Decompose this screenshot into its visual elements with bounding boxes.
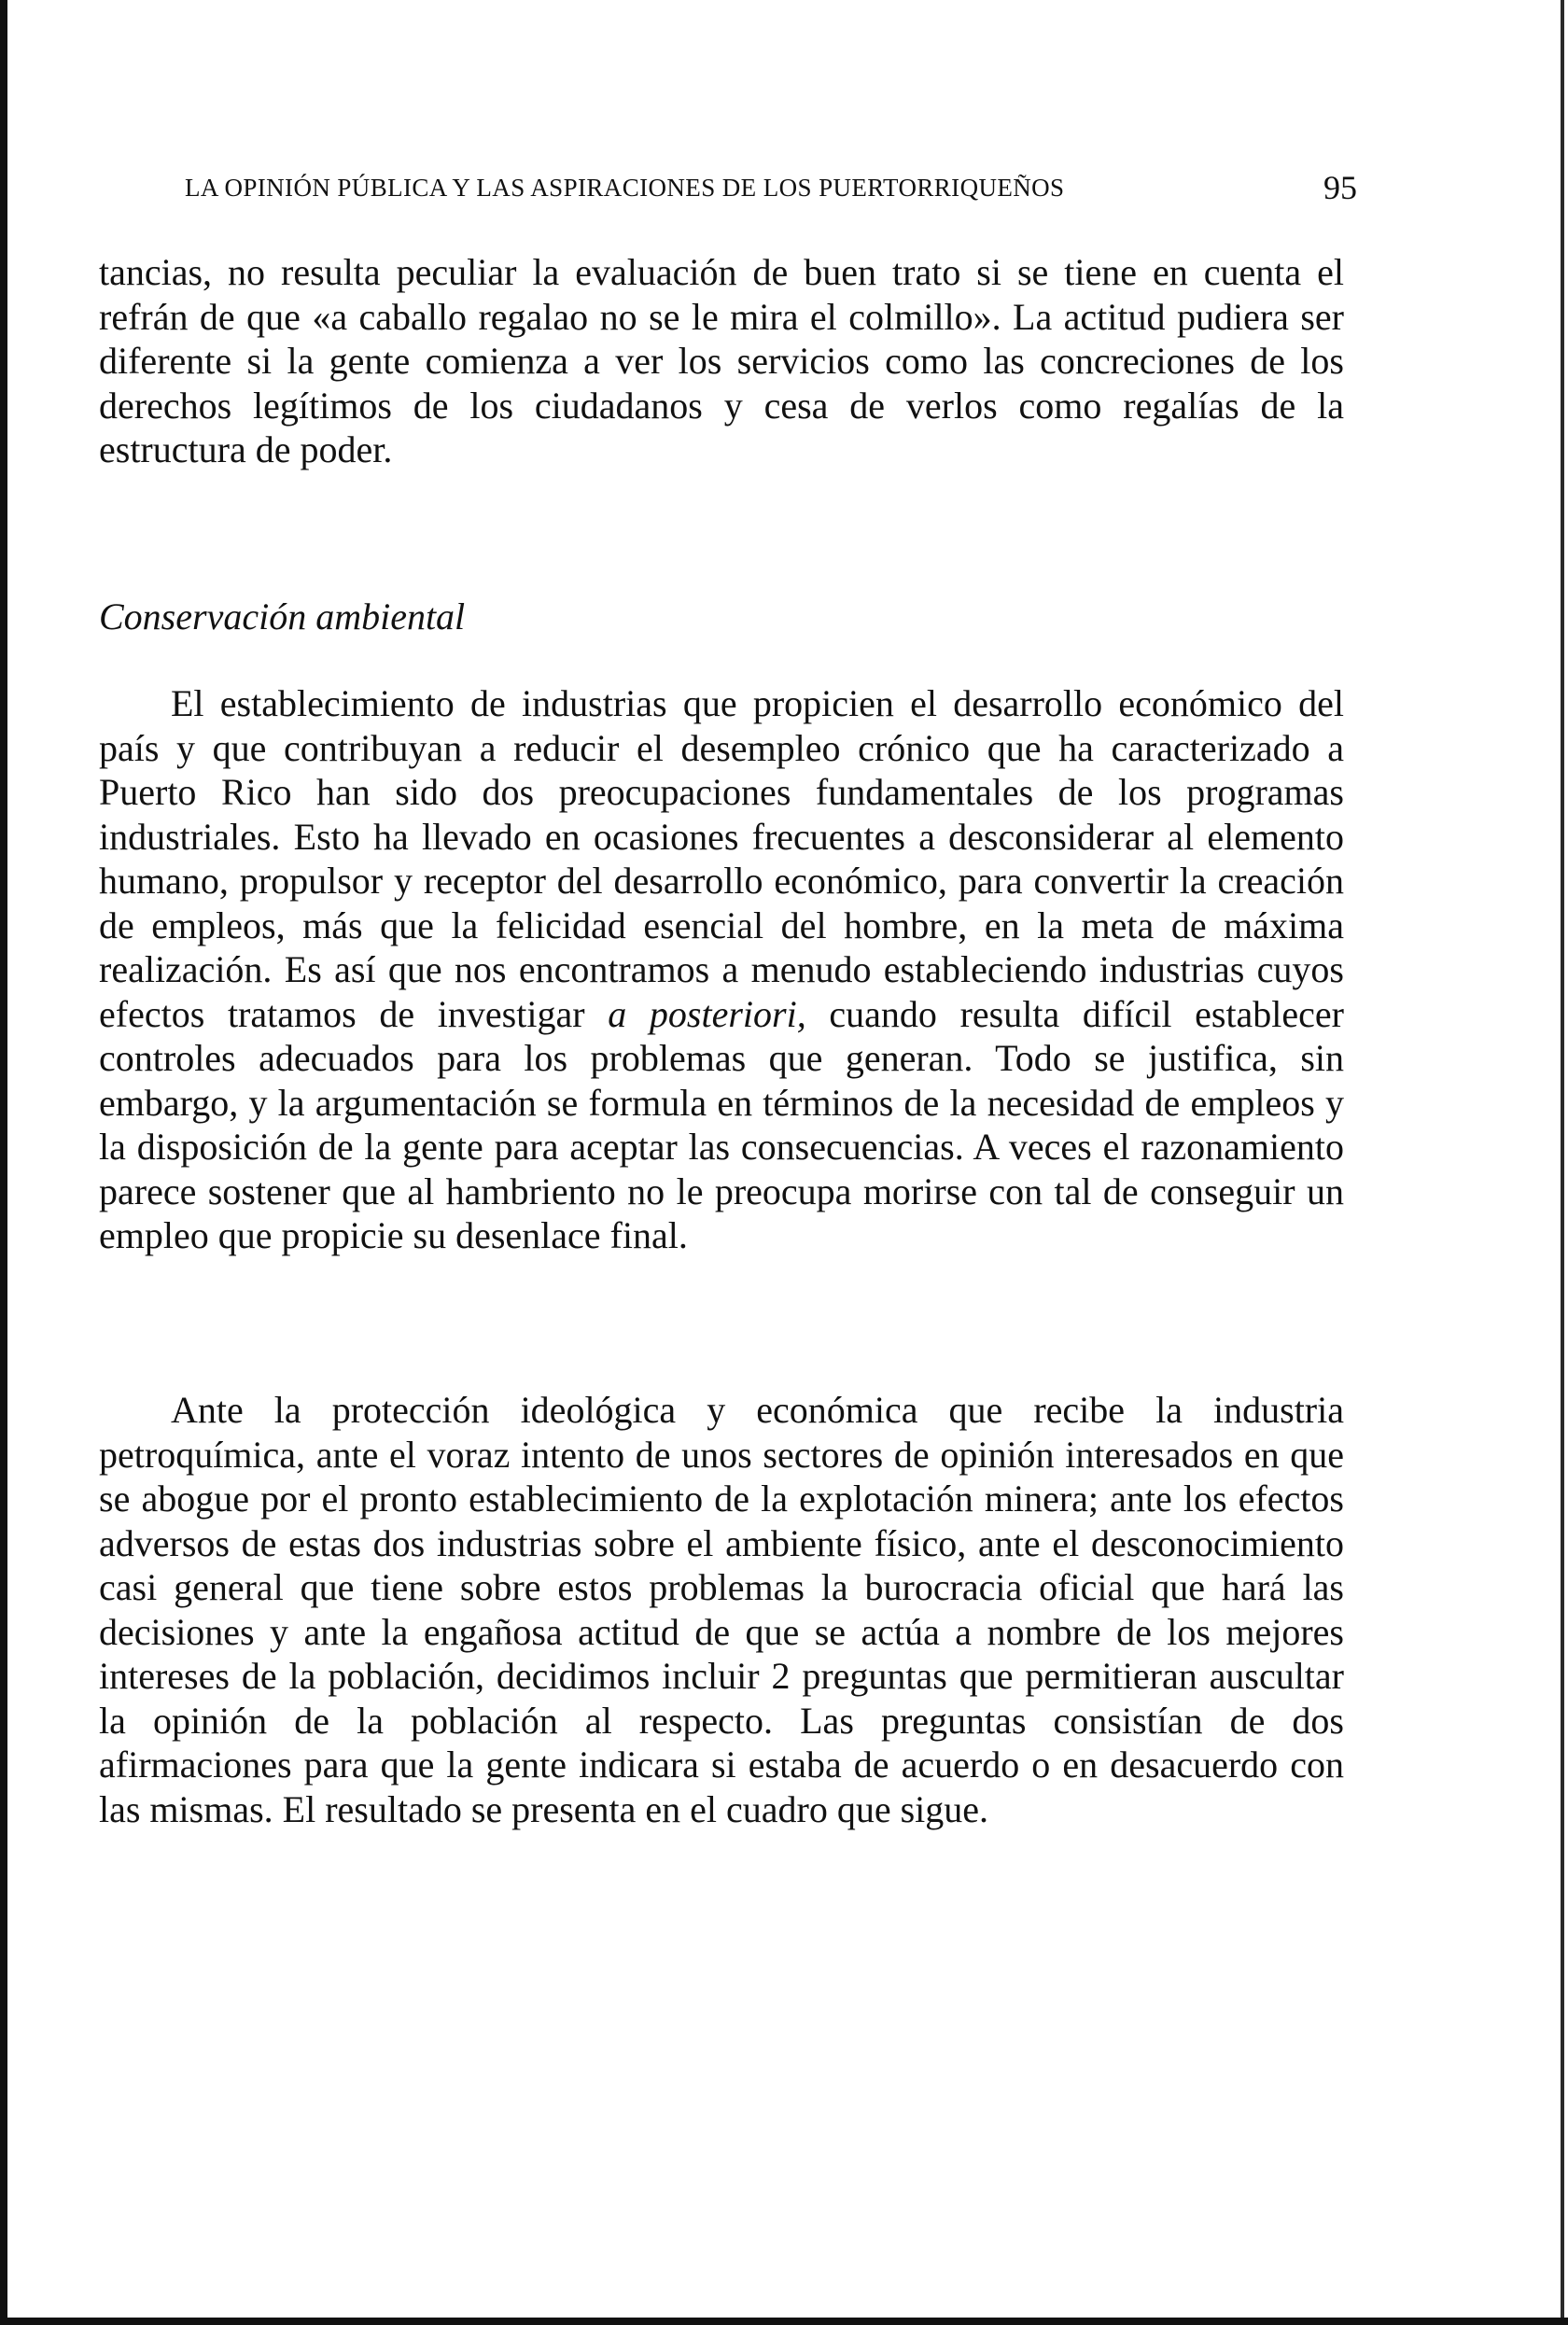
paragraph-2-text-end: cuando resulta difícil establecer controles adecuados para los problemas que generan. Todo se justifica, sin embargo, y la argumentación se formula en términos de la necesidad de empleos y la disposición de la gente para aceptar las consecuencias. A veces el razonamiento parece sostener que al hambriento no le preocupa morirse con tal de conseguir un empleo que propicie su desenlace final. bbox=[99, 992, 1345, 1256]
section-heading: Conservación ambiental bbox=[99, 595, 466, 637]
running-head-title: LA OPINIÓN PÚBLICA Y LAS ASPIRACIONES DE LOS PUERTORRIQUEÑOS bbox=[185, 174, 1065, 202]
paragraph-continued: tancias, no resulta peculiar la evaluación de buen trato si se tiene en cuenta el refrán de que «a caballo regalao no se le mira el colmillo». La actitud pudiera ser diferente si la gente comienza a ver los servicios como las concreciones de los derechos legítimos de los ciudadanos y cesa de verlos como regalías de la estructura de poder. bbox=[99, 251, 1344, 470]
paragraph-2-text-start: El establecimiento de industrias que propicien el desarrollo económico del país y que contribuyan a reducir el desempleo crónico que ha caracterizado a Puerto Rico han sido dos preocupaciones fundamentales de los programas industriales. Esto ha llevado en ocasiones frecuentes a desconsiderar al elemento humano, propulsor y receptor del desarrollo económico, para convertir la creación de empleos, más que la felicidad esencial del hombre, en la meta de máxima realización. Es así que nos encontramos a menudo estableciendo industrias cuyos efectos tratamos de investigar bbox=[99, 682, 1344, 1035]
paragraph-industrial-development bbox=[99, 681, 1344, 1258]
running-head bbox=[185, 169, 1357, 211]
page-number: 95 bbox=[1323, 169, 1357, 206]
scan-edge-right bbox=[1561, 0, 1564, 2325]
scan-edge-left bbox=[0, 0, 7, 2325]
scan-edge-bottom bbox=[0, 2318, 1568, 2325]
paragraph-survey-questions: Ante la protección ideológica y económica que recibe la industria petroquímica, ante el voraz intento de unos sectores de opinión interesados en que se abogue por el pronto establecimiento de la explotación minera; ante los efectos adversos de estas dos industrias sobre el ambiente físico, ante el desconocimiento casi general que tiene sobre estos problemas la burocracia oficial que hará las decisiones y ante la engañosa actitud de que se actúa a nombre de los mejores intereses de la población, decidimos incluir 2 preguntas que permitieran auscultar la opinión de la población al respecto. Las preguntas consistían de dos afirmaciones para que la gente indicara si estaba de acuerdo o en desacuerdo con las mismas. El resultado se presenta en el cuadro que sigue. bbox=[99, 1389, 1344, 1830]
italic-phrase-a-posteriori: a posteriori, bbox=[608, 992, 806, 1035]
